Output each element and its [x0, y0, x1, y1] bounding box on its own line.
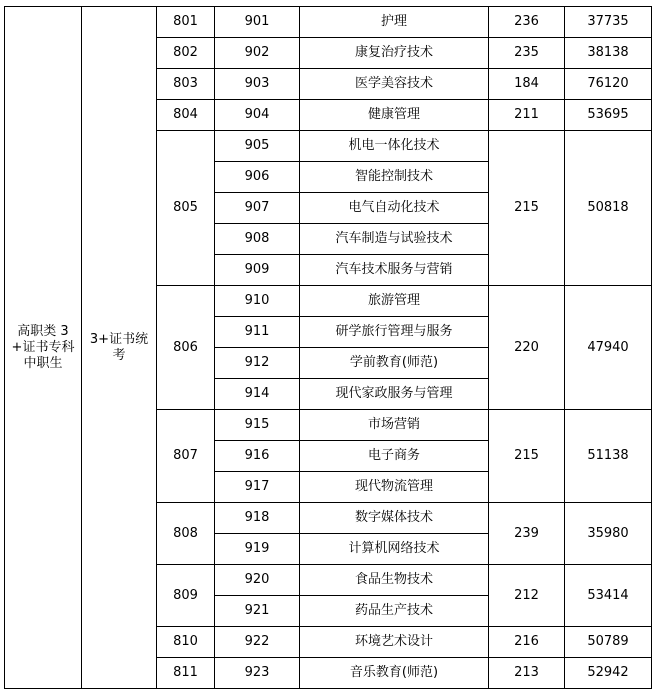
group-code-cell: 801 — [157, 7, 215, 38]
major-name-cell: 旅游管理 — [300, 286, 489, 317]
min-rank-cell: 35980 — [565, 503, 652, 565]
major-code-cell: 923 — [215, 658, 300, 689]
major-name-cell: 计算机网络技术 — [300, 534, 489, 565]
min-score-cell: 211 — [489, 100, 565, 131]
group-code-cell: 804 — [157, 100, 215, 131]
min-score-cell: 239 — [489, 503, 565, 565]
major-code-cell: 903 — [215, 69, 300, 100]
group-code-cell: 806 — [157, 286, 215, 410]
min-rank-cell: 47940 — [565, 286, 652, 410]
major-name-cell: 学前教育(师范) — [300, 348, 489, 379]
major-code-cell: 917 — [215, 472, 300, 503]
major-name-cell: 现代家政服务与管理 — [300, 379, 489, 410]
major-name-cell: 电气自动化技术 — [300, 193, 489, 224]
group-code-cell: 803 — [157, 69, 215, 100]
group-code-cell: 807 — [157, 410, 215, 503]
major-code-cell: 905 — [215, 131, 300, 162]
major-name-cell: 药品生产技术 — [300, 596, 489, 627]
major-code-cell: 904 — [215, 100, 300, 131]
major-code-cell: 909 — [215, 255, 300, 286]
group-code-cell: 802 — [157, 38, 215, 69]
major-name-cell: 汽车技术服务与营销 — [300, 255, 489, 286]
major-name-cell: 智能控制技术 — [300, 162, 489, 193]
major-name-cell: 机电一体化技术 — [300, 131, 489, 162]
min-rank-cell: 53695 — [565, 100, 652, 131]
min-rank-cell: 76120 — [565, 69, 652, 100]
category-cell: 高职类 3+证书专科中职生 — [5, 7, 82, 689]
min-score-cell: 184 — [489, 69, 565, 100]
min-score-cell: 213 — [489, 658, 565, 689]
major-code-cell: 921 — [215, 596, 300, 627]
major-code-cell: 908 — [215, 224, 300, 255]
major-name-cell: 市场营销 — [300, 410, 489, 441]
major-name-cell: 健康管理 — [300, 100, 489, 131]
min-score-cell: 212 — [489, 565, 565, 627]
min-rank-cell: 52942 — [565, 658, 652, 689]
min-rank-cell: 37735 — [565, 7, 652, 38]
major-code-cell: 901 — [215, 7, 300, 38]
major-name-cell: 数字媒体技术 — [300, 503, 489, 534]
min-rank-cell: 51138 — [565, 410, 652, 503]
table-body — [5, 7, 652, 689]
major-name-cell: 医学美容技术 — [300, 69, 489, 100]
major-name-cell: 电子商务 — [300, 441, 489, 472]
major-code-cell: 922 — [215, 627, 300, 658]
major-code-cell: 907 — [215, 193, 300, 224]
min-rank-cell: 53414 — [565, 565, 652, 627]
major-code-cell: 912 — [215, 348, 300, 379]
table-row — [5, 7, 652, 38]
min-score-cell: 216 — [489, 627, 565, 658]
major-name-cell: 食品生物技术 — [300, 565, 489, 596]
min-score-cell: 215 — [489, 410, 565, 503]
major-name-cell: 音乐教育(师范) — [300, 658, 489, 689]
min-score-cell: 220 — [489, 286, 565, 410]
major-code-cell: 916 — [215, 441, 300, 472]
major-code-cell: 918 — [215, 503, 300, 534]
min-rank-cell: 50818 — [565, 131, 652, 286]
group-code-cell: 808 — [157, 503, 215, 565]
major-name-cell: 环境艺术设计 — [300, 627, 489, 658]
major-code-cell: 902 — [215, 38, 300, 69]
major-code-cell: 915 — [215, 410, 300, 441]
min-rank-cell: 38138 — [565, 38, 652, 69]
major-code-cell: 910 — [215, 286, 300, 317]
min-rank-cell: 50789 — [565, 627, 652, 658]
major-code-cell: 920 — [215, 565, 300, 596]
group-code-cell: 811 — [157, 658, 215, 689]
major-name-cell: 现代物流管理 — [300, 472, 489, 503]
major-code-cell: 919 — [215, 534, 300, 565]
major-code-cell: 906 — [215, 162, 300, 193]
major-name-cell: 汽车制造与试验技术 — [300, 224, 489, 255]
major-name-cell: 护理 — [300, 7, 489, 38]
group-code-cell: 810 — [157, 627, 215, 658]
major-name-cell: 康复治疗技术 — [300, 38, 489, 69]
group-code-cell: 809 — [157, 565, 215, 627]
min-score-cell: 215 — [489, 131, 565, 286]
min-score-cell: 236 — [489, 7, 565, 38]
group-code-cell: 805 — [157, 131, 215, 286]
exam-type-cell: 3+证书统考 — [82, 7, 157, 689]
min-score-cell: 235 — [489, 38, 565, 69]
admission-table — [4, 6, 652, 689]
major-code-cell: 914 — [215, 379, 300, 410]
major-name-cell: 研学旅行管理与服务 — [300, 317, 489, 348]
major-code-cell: 911 — [215, 317, 300, 348]
